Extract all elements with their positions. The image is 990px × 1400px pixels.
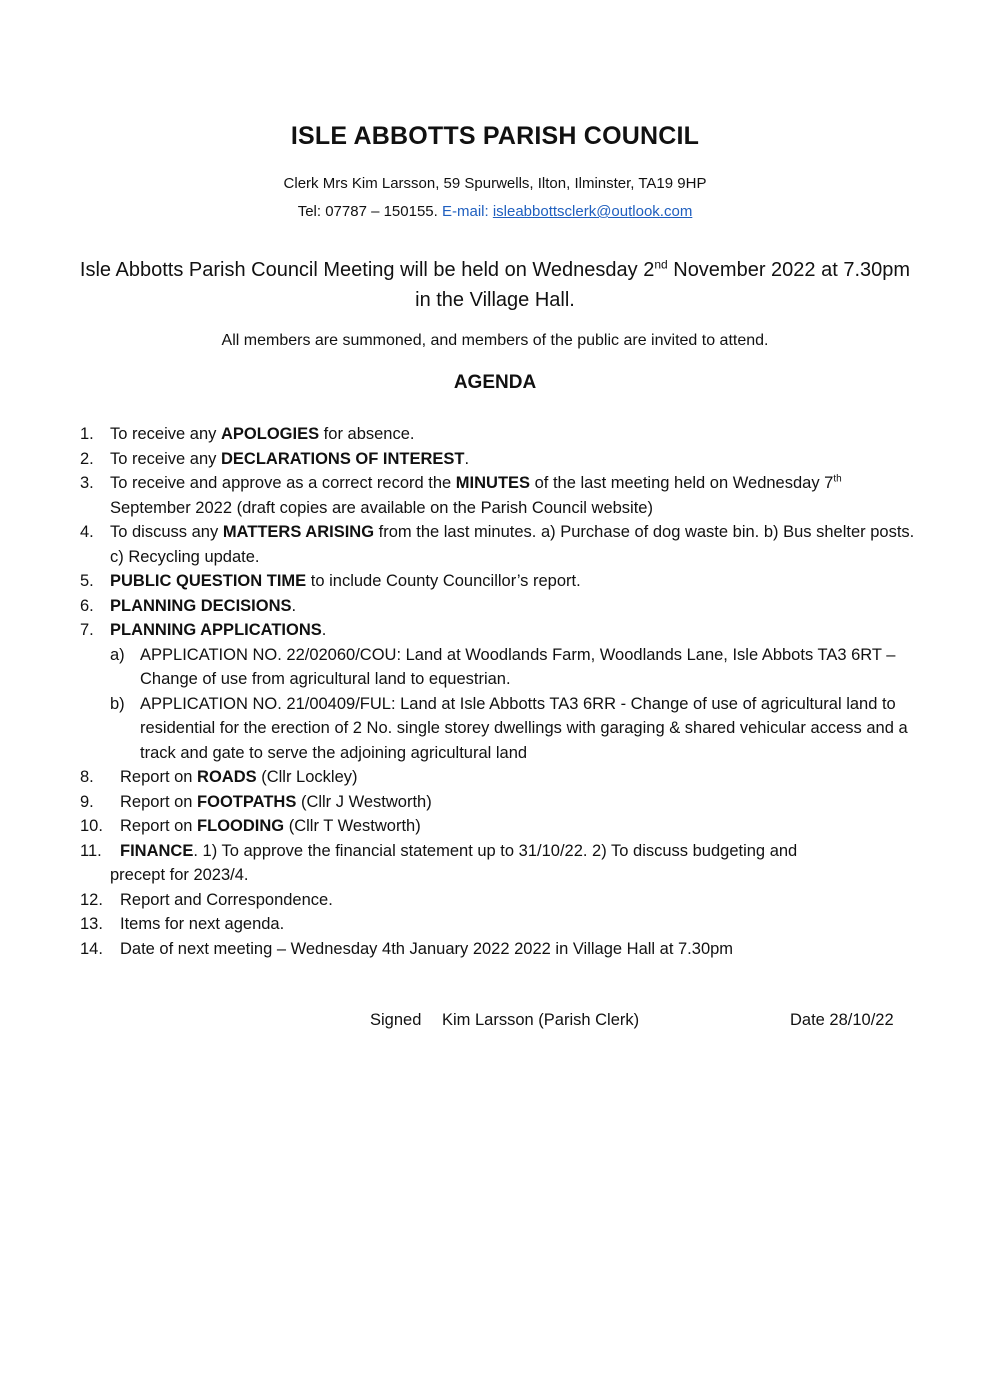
agenda-item-14 [80,937,920,962]
summons-text: All members are summoned, and members of the public are invited to attend. [221,332,769,349]
item-number: 10. [80,817,103,835]
agenda-item-11 [80,839,920,888]
meeting-notice-part1: Isle Abbotts Parish Council Meeting will be held on Wednesday 2 [79,259,655,281]
item-text: Report on [120,792,198,811]
agenda-item-10 [80,814,920,839]
item-keyword: PUBLIC QUESTION TIME [110,572,307,590]
agenda-item-9 [80,790,920,815]
agenda-item-7 [80,618,920,643]
meeting-ordinal: nd [654,257,668,272]
item-number: 5. [80,572,94,590]
agenda-item-13 [80,912,920,937]
item-keyword: PLANNING DECISIONS [110,596,292,615]
item-number: 7. [80,621,94,639]
item-text: Items for next agenda. [120,915,285,933]
item-text: To receive any [110,425,221,443]
item-text: (Cllr Lockley) [256,768,358,786]
email-link[interactable]: isleabbottsclerk@outlook.com [492,203,693,220]
planning-application-b [80,692,920,766]
item-text: Report on [120,768,198,786]
item-number: 1. [80,425,94,443]
document-title: ISLE ABBOTTS PARISH COUNCIL [290,122,700,150]
item-text: to include County Councillor’s report. [306,572,581,590]
agenda-heading: AGENDA [453,372,537,393]
item-text: . [321,621,327,639]
item-text: September 2022 (draft copies are available on the Parish Council website) [110,498,653,517]
item-number: 3. [80,474,94,492]
agenda-item-2 [80,447,920,472]
telephone: Tel: 07787 – 150155. [297,203,442,220]
item-keyword: DECLARATIONS OF INTEREST [220,449,465,468]
item-text-continued: precept for 2023/4. [110,866,249,884]
sub-item-letter: b) [110,694,125,713]
item-number: 8. [80,768,94,786]
agenda-item-4 [80,520,920,569]
sub-item-text: APPLICATION NO. 22/02060/COU: Land at Woodlands Farm, Woodlands Lane, Isle Abbots TA3 6RT – Change of use from agricultural land to equestrian. [140,645,896,688]
item-keyword: FOOTPATHS [197,792,297,811]
item-keyword: FLOODING [197,817,285,835]
item-number: 13. [80,915,103,933]
agenda-list [80,422,920,961]
item-ordinal: th [833,473,842,485]
item-text: Report on [120,817,198,835]
item-number: 12. [80,890,103,909]
item-number: 2. [80,449,94,468]
item-keyword: ROADS [197,768,257,786]
item-text: Date of next meeting – Wednesday 4th January 2022 2022 in Village Hall at 7.30pm [120,939,734,958]
item-text: from the last minutes. a) Purchase of dog waste bin. b) Bus shelter posts. c) Recycling update. [110,523,915,566]
item-text: . [291,596,297,615]
item-text: To discuss any [110,523,223,541]
agenda-item-6 [80,594,920,619]
item-text: (Cllr J Westworth) [296,792,432,811]
clerk-address: Clerk Mrs Kim Larsson, 59 Spurwells, Ilton, Ilminster, TA19 9HP [283,175,707,192]
item-number: 6. [80,596,94,615]
sub-item-letter: a) [110,645,125,664]
item-text: To receive and approve as a correct record the [110,474,456,492]
item-keyword: FINANCE [120,841,194,860]
item-number: 14. [80,939,103,958]
item-keyword: MINUTES [455,474,531,492]
agenda-item-3 [80,471,920,520]
item-text: . [464,449,470,468]
item-keyword: APOLOGIES [220,425,320,443]
meeting-notice-part2: November 2022 at 7.30pm in the Village Hall. [415,259,911,311]
agenda-item-8 [80,765,920,790]
item-text: . 1) To approve the financial statement up to 31/10/22. 2) To discuss budgeting and [193,841,798,860]
item-text: for absence. [319,425,415,443]
email-label: E-mail: [441,203,493,220]
agenda-item-5 [80,569,920,594]
item-number: 9. [80,792,94,811]
item-keyword: MATTERS ARISING [222,523,375,541]
planning-application-a [80,643,920,692]
item-number: 4. [80,523,94,541]
signatory-name: Kim Larsson (Parish Clerk) [442,1011,640,1029]
agenda-item-12 [80,888,920,913]
signed-label: Signed [370,1011,422,1029]
agenda-item-1 [80,422,920,447]
item-text: To receive any [110,449,221,468]
sub-item-text: APPLICATION NO. 21/00409/FUL: Land at Isle Abbotts TA3 6RR - Change of use of agricultural land to residential for the erection of 2 No. single storey dwellings with garaging & shared vehicular access and a track and gate to serve the adjoining agricultural land [140,694,908,762]
meeting-notice [70,255,920,315]
item-text: (Cllr T Westworth) [284,817,421,835]
contact-line [0,203,990,220]
item-keyword: PLANNING APPLICATIONS [110,621,322,639]
item-text: of the last meeting held on Wednesday 7 [530,474,834,492]
signed-date: Date 28/10/22 [790,1011,894,1029]
item-text: Report and Correspondence. [120,890,333,909]
item-number: 11. [80,841,102,860]
